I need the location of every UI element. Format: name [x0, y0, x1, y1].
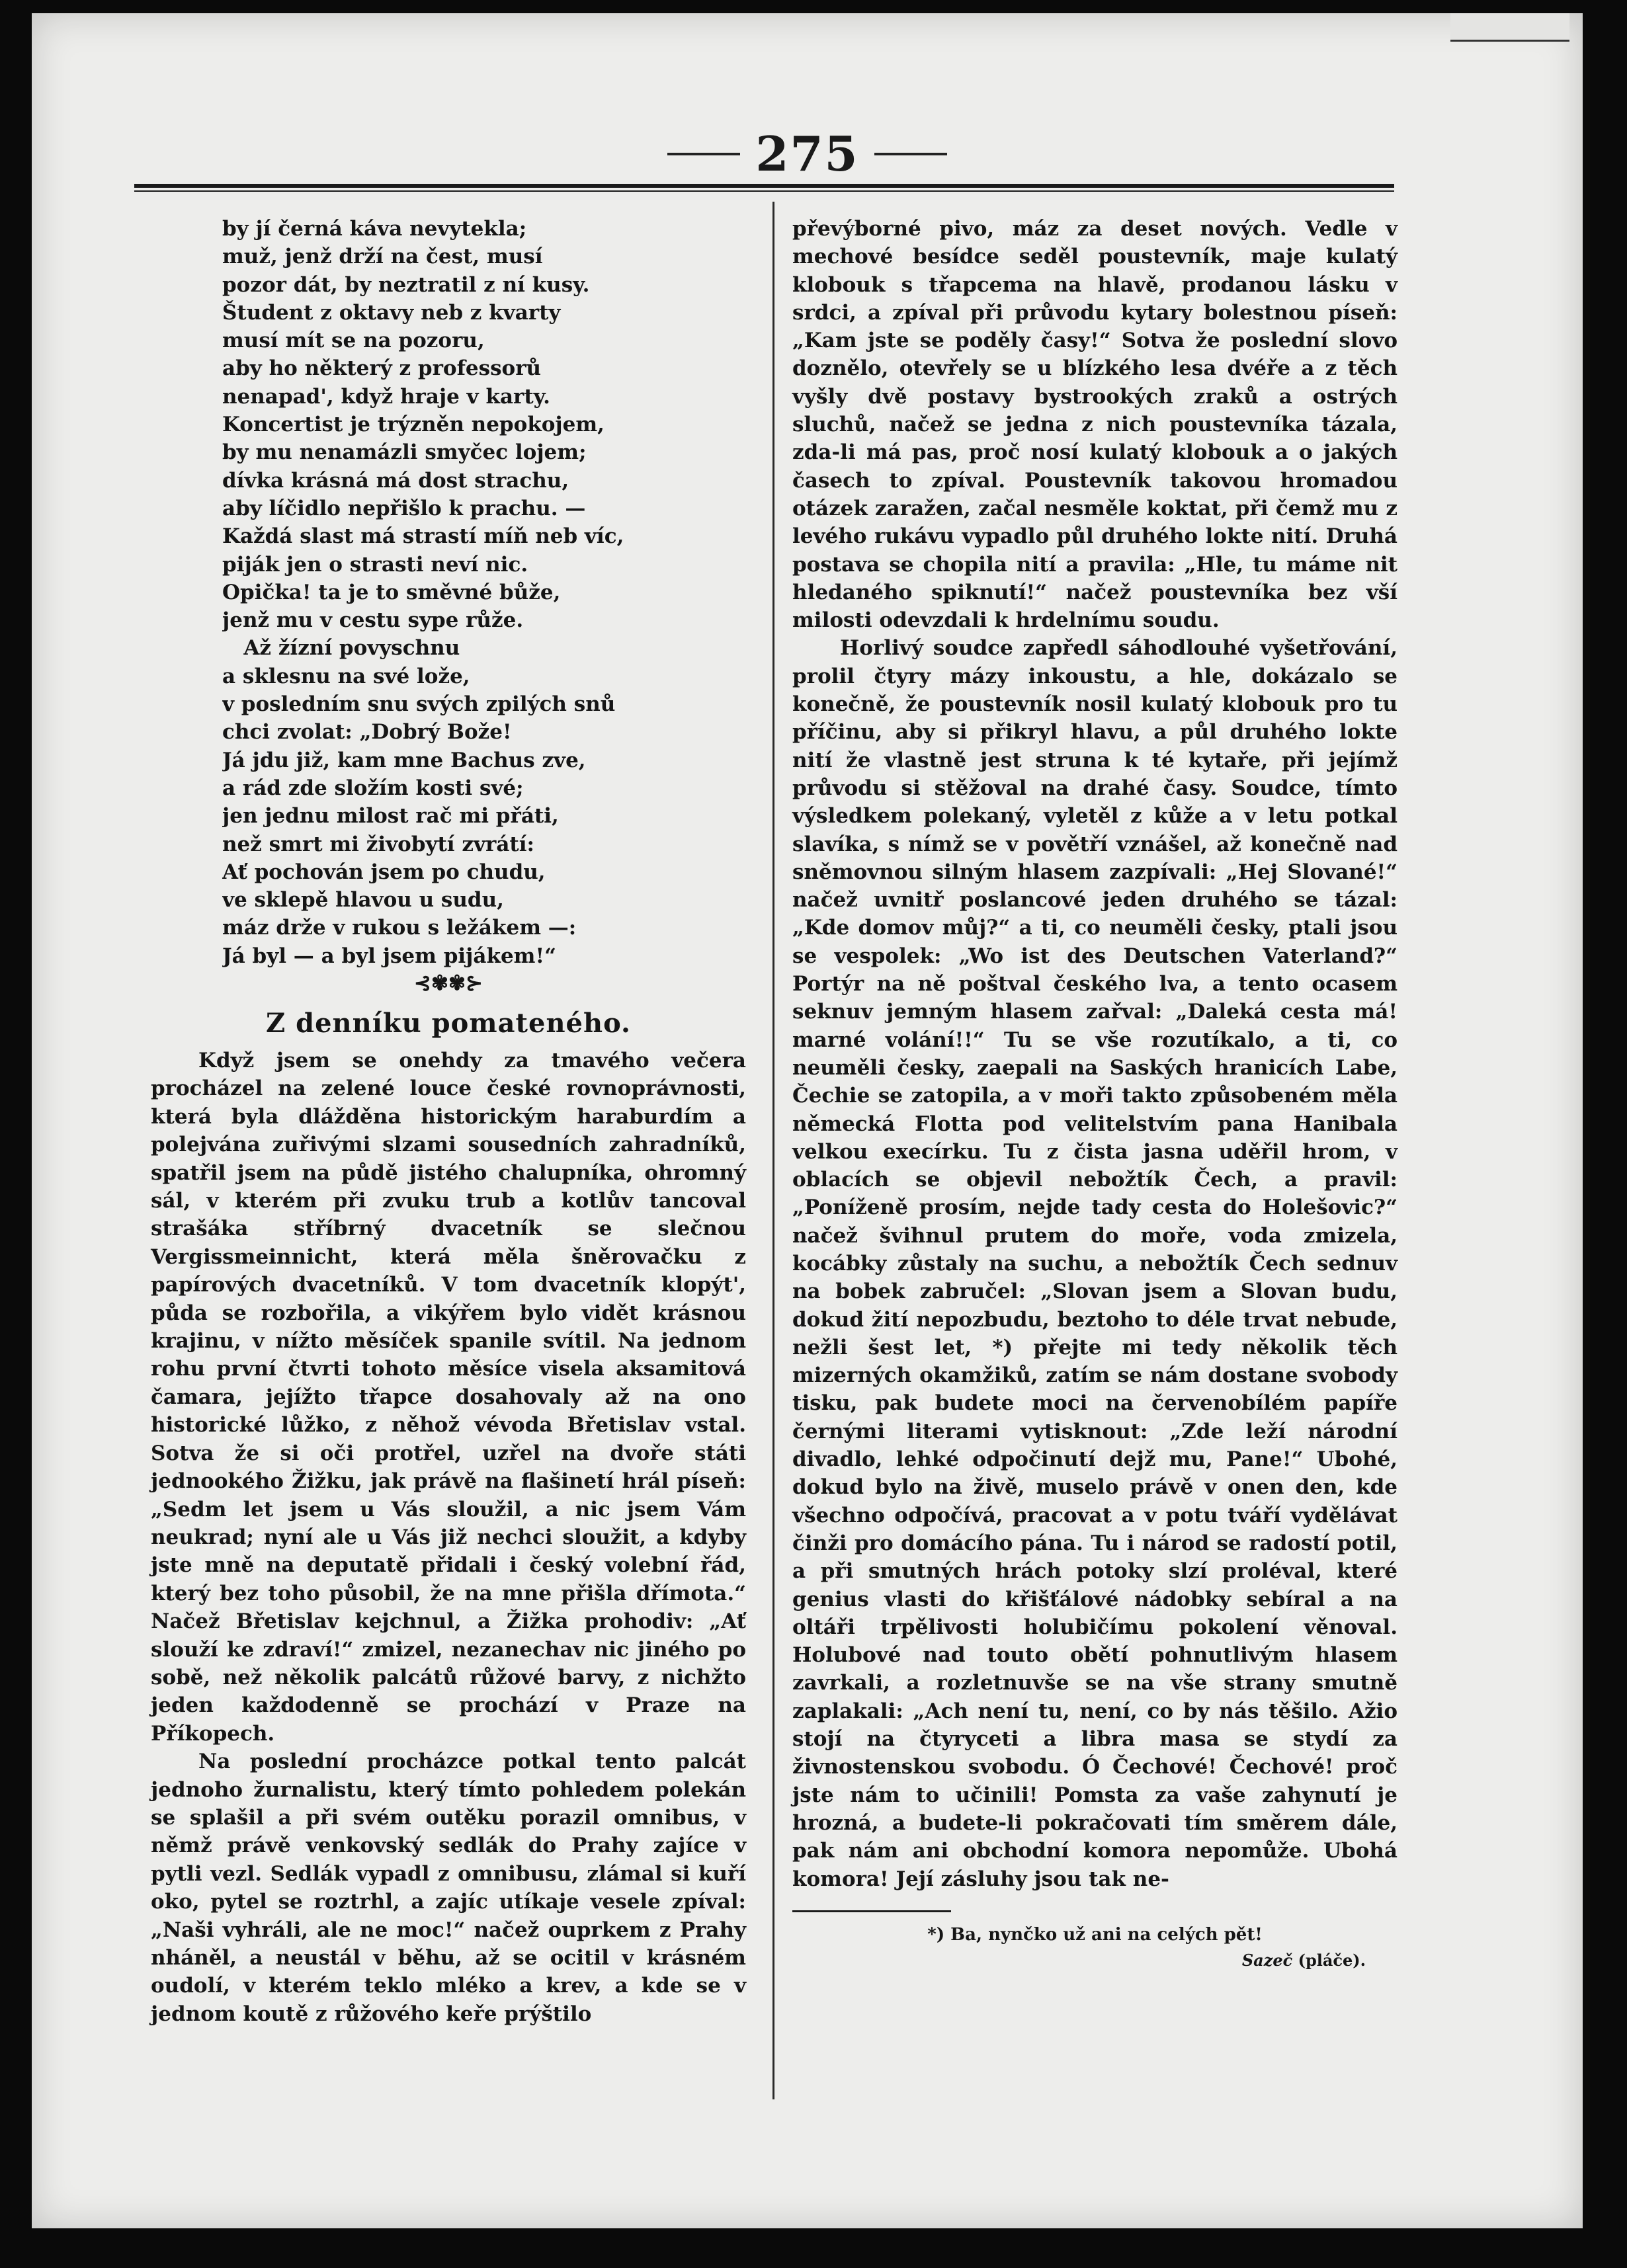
poem-line: Každá slast má strastí míň neb víc,: [222, 524, 624, 549]
poem-line: Já jdu již, kam mne Bachus zve,: [222, 748, 586, 772]
poem-line: Koncertist je trýzněn nepokojem,: [222, 413, 605, 437]
poem-line: jen jednu milost rač mi přáti,: [222, 804, 559, 829]
page-number: 275: [755, 126, 859, 182]
poem-line: a rád zde složím kosti své;: [222, 776, 524, 800]
poem-line: Já byl — a byl jsem pijákem!“: [222, 944, 556, 968]
poem-line: Opička! ta je to směvné bůže,: [222, 580, 561, 604]
left-column: [151, 215, 746, 2028]
poem-line: by jí černá káva nevytekla;: [222, 217, 527, 241]
column-divider: [772, 202, 774, 2099]
paragraph: Horlivý soudce zapředl sáhodlouhé vyšetřování, prolil čtyry mázy inkoustu, a hle, dokázalo se konečně, že poustevník nosil kulatý klobouk pro tu příčinu, aby si přikryl hlavu, a půl druhého lokte nití že vlastně jest struna k té kytaře, při jejímž průvodu si stěžoval na drahé časy. Soudce, tímto výsledkem polekaný, vyletěl z kůže a v letu potkal slavíka, s nímž se v povětří vznášel, až konečně nad sněmovnou silným hlasem zazpívali: „Hej Slované!“ načež uvnitř poslancové jeden druhého se tázal: „Kde domov můj?“ a ti, co neuměli česky, ptali jsou se vespolek: „Wo ist des Deutschen Vaterland?“ Portýr na ně poštval českého lva, a tento ocasem seknuv jemným hlasem zařval: „Daleká cesta má! marné volání!!“ Tu se vše rozutíkalo, a ti, co neuměli česky, zaepali na Saských hranicích Labe, Čechie se zatopila, a v moři takto způsobeném měla německá Flotta pod velitelstvím pana Hanibala velkou execírku. Tu z čista jasna uděřil hrom, v oblacích se objevil nebožtík Čech, a pravil: „Poníženě prosím, nejde tady cesta do Holešovic?“ načež švihnul prutem do moře, voda zmizela, kocábky zůstaly na suchu, a nebožtík Čech sednuv na bobek zabručel: „Slovan jsem a Slovan budu, dokud žití nepozbudu, beztoho to déle trvat nebude, nežli šest let, *) přejte mi tedy několik těch mizerných okamžiků, zatím se nám dostane svobody tisku, pak budete moci na červenobílém papíře černými literami vytisknout: „Zde leží národní divadlo, lehké odpočinutí dejž mu, Pane!“ Ubohé, dokud bylo na živě, muselo právě v onen den, kde všechno odpočívá, pracovat a v potu tváří vydělávat činži pro domácího pána. Tu i národ se radostí potil, a při smutných hrách potoky slzí proléval, které genius vlasti do křišťálové nádobky sebíral a na oltáři trpělivosti holubičímu pokolení věnoval. Holubové nad touto obětí pohnutlivým hlasem zavrkali, a rozletnuvše se na vše strany smutně zaplakali: „Ach není tu, není, co by nás těšilo. Ažio stojí na čtyryceti a libra masa se stydí za živnostenskou svobodu. Ó Čechové! Čechové! proč jste nám to učinili! Pomsta za vaše zahynutí je hrozná, a budete-li pokračovati tím směrem dále, pak nám ani obchodní komora nepomůže. Ubohá komora! Její zásluhy jsou tak ne-: [792, 636, 1398, 1891]
corner-tab: [1450, 13, 1569, 42]
article-body-left: [151, 1047, 746, 2028]
poem-line: Študent z oktavy neb z kvarty: [222, 300, 561, 325]
paragraph: Když jsem se onehdy za tmavého večera procházel na zelené louce české rovnoprávnosti, která byla dlážděna historickým haraburdím a polejvána zuřivými slzami sousedních zahradníků, spatřil jsem na půdě jistého chalupníka, ohromný sál, v kterém při zvuku trub a kotlův tancoval strašáka stříbrný dvacetník se slečnou Vergissmeinnicht, která měla šněrovačku z papírových dvacetníků. V tom dvacetník klopýt', půda se rozbořila, a vikýřem bylo vidět krásnou krajinu, v nížto měsíček spanile svítil. Na jednom rohu první čtvrti tohoto měsíce visela aksamitová čamara, jejížto třapce dosahovaly až na ono historické lůžko, z něhož vévoda Břetislav vstal. Sotva že si oči protřel, uzřel na dvoře státi jednookého Žižku, jak právě na flašinetí hrál píseň: „Sedm let jsem u Vás sloužil, a nic jsem Vám neukrad; nyní ale u Vás již nechci sloužit, a kdyby jste mně na deputatě přidali i český volební řád, který bez toho působil, že na mne přišla dřímota.“ Načež Břetislav kejchnul, a Žižka prohodiv: „Ať slouží ke zdraví!“ zmizel, nezanechav nic jiného po sobě, než několik palcátů růžové barvy, z nichžto jeden každodenně se prochází v Praze na Příkopech.: [151, 1049, 746, 1746]
poem-line: chci zvolat: „Dobrý Bože!: [222, 720, 512, 745]
paragraph: Na poslední procházce potkal tento palcát jednoho žurnalistu, který tímto pohledem polekán se splašil a při svém outěku porazil omnibus, v němž právě venkovský sedlák do Prahy zajíce v pytli vezl. Sedlák vypadl z omnibusu, zlámal si kuří oko, pytel se roztrhl, a zajíc utíkaje vesele zpíval: „Naši vyhráli, ale ne moc!“ načež ouprkem z Prahy nháněl, a neustál v běhu, až se ocitil v krásném oudolí, v kterém teklo mléko a krev, a kde se v jednom koutě z růžového keře prýštilo: [151, 1750, 746, 2026]
poem-line: v posledním snu svých zpilých snů: [222, 692, 616, 717]
right-column: [792, 215, 1398, 1973]
poem-line: aby ho některý z professorů: [222, 356, 542, 381]
header-rule: [134, 184, 1394, 192]
poem-line: muž, jenž drží na čest, musí: [222, 245, 543, 269]
footnote-signature: [792, 1948, 1366, 1973]
poem-line: dívka krásná má dost strachu,: [222, 468, 569, 493]
ornament-divider: ⊰✾✾⊱: [414, 971, 483, 996]
paragraph: převýborné pivo, máz za deset nových. Vedle v mechové besídce seděl poustevník, maje kulatý klobouk s třapcema na hlavě, prodanou lásku v srdci, a zpíval při průvodu kytary bolestnou píseň: „Kam jste se poděly časy!“ Sotva že poslední slovo doznělo, otevřely se u blízkého lesa dvéře a z těch vyšly dvě postavy bystrookých zraků a ostrých sluchů, načež se jedna z nich poustevníka tázala, zda-li má pas, proč nosí kulatý klobouk a o jakých časech to zpíval. Poustevník takovou hromadou otázek zaražen, začal nesměle koktat, při čemž mu z levého rukávu vypadlo půl druhého lokte nití. Druhá postava se chopila nití a pravila: „Hle, tu máme nit hledaného spiknutí!“ načež poustevníka bez vší milosti odevzdali k hrdelnímu soudu.: [792, 217, 1398, 633]
poem-line: ve sklepě hlavou u sudu,: [222, 888, 504, 912]
poem-line: piják jen o strasti neví nic.: [222, 552, 528, 577]
footnote: *) Ba, nynčko už ani na celých pět!: [927, 1924, 1263, 1945]
poem-line: aby líčidlo nepřišlo k prachu. —: [222, 496, 586, 520]
article-title: Z denníku pomateného.: [266, 1008, 631, 1039]
article-body-right: [792, 215, 1398, 1893]
poem-line: pozor dát, by neztratil z ní kusy.: [222, 272, 590, 297]
header-dash-right: [874, 153, 947, 155]
poem-line: jenž mu v cestu sype růže.: [222, 608, 524, 633]
newspaper-page: [32, 13, 1583, 2228]
poem-line: Až žízní povyschnu: [222, 636, 460, 661]
poem-line: nenapad', když hraje v karty.: [222, 384, 550, 409]
poem-line: než smrt mi živobytí zvrátí:: [222, 832, 534, 856]
poem-line: máz drže v rukou s ležákem —:: [222, 916, 577, 940]
poem-line: Ať pochován jsem po chudu,: [222, 860, 546, 884]
signature-name: Sazeč: [1241, 1950, 1293, 1970]
footnote-rule: [792, 1910, 951, 1912]
page-header: [32, 126, 1583, 182]
poem-line: by mu nenamázli smyčec lojem;: [222, 440, 587, 465]
signature-note: (pláče).: [1298, 1950, 1366, 1970]
poem-line: musí mít se na pozoru,: [222, 329, 485, 353]
header-dash-left: [667, 153, 740, 155]
poem-line: a sklesnu na své lože,: [222, 664, 470, 688]
poem: [222, 215, 738, 970]
